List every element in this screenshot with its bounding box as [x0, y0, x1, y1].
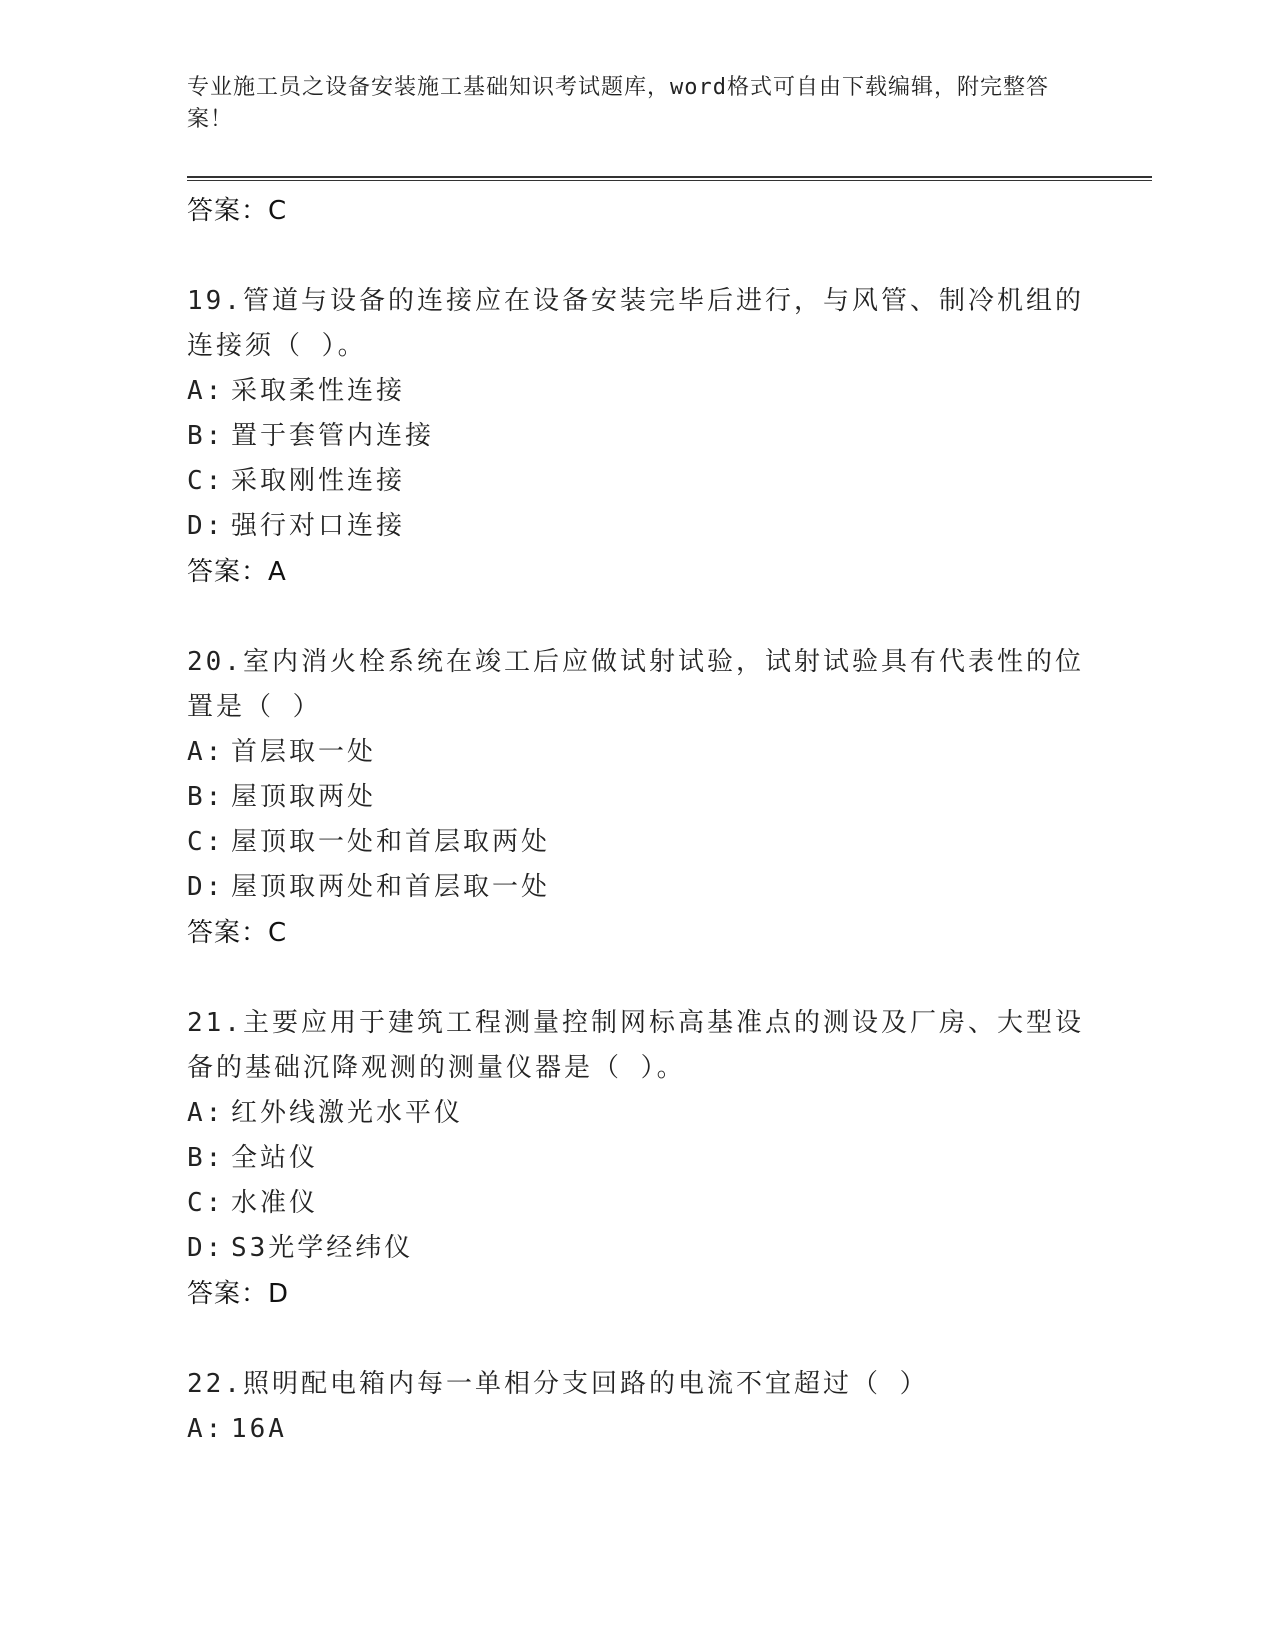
option-c — [187, 1181, 1087, 1226]
question-stem: 19.管道与设备的连接应在设备安装完毕后进行，与风管、制冷机组的连接须（ ）。 — [187, 286, 1084, 361]
option-a — [187, 369, 1087, 414]
option-text: 采取柔性连接 — [231, 376, 406, 406]
option-letter: A: — [187, 737, 225, 767]
option-a — [187, 730, 1087, 775]
option-letter: C: — [187, 1188, 225, 1218]
question-list — [187, 188, 1087, 1452]
option-letter: D: — [187, 872, 225, 902]
option-letter: C: — [187, 466, 225, 496]
answer: 答案：D — [187, 1279, 290, 1309]
option-c — [187, 459, 1087, 504]
option-b — [187, 775, 1087, 820]
option-text: 16A — [231, 1414, 287, 1444]
option-letter: B: — [187, 1143, 225, 1173]
option-letter: A: — [187, 1098, 225, 1128]
option-d — [187, 504, 1087, 549]
document-header: 专业施工员之设备安装施工基础知识考试题库，word格式可自由下载编辑，附完整答案！ — [187, 75, 1049, 132]
option-text: 置于套管内连接 — [231, 421, 435, 451]
option-a — [187, 1091, 1087, 1136]
option-d — [187, 1226, 1087, 1271]
option-text: 首层取一处 — [231, 737, 377, 767]
question-stem: 20.室内消火栓系统在竣工后应做试射试验，试射试验具有代表性的位置是（ ） — [187, 647, 1084, 722]
option-text: 强行对口连接 — [231, 511, 406, 541]
question-stem: 22.照明配电箱内每一单相分支回路的电流不宜超过（ ） — [187, 1369, 929, 1399]
option-text: 屋顶取两处 — [231, 782, 377, 812]
question-stem: 21.主要应用于建筑工程测量控制网标高基准点的测设及厂房、大型设备的基础沉降观测的测量仪器是（ ）。 — [187, 1008, 1084, 1083]
option-letter: B: — [187, 782, 225, 812]
option-c — [187, 820, 1087, 865]
option-text: 水准仪 — [231, 1188, 319, 1218]
option-letter: C: — [187, 827, 225, 857]
question-20 — [187, 640, 1087, 956]
option-b — [187, 414, 1087, 459]
option-text: S3光学经纬仪 — [231, 1233, 414, 1263]
option-letter: D: — [187, 511, 225, 541]
option-a — [187, 1407, 1087, 1452]
header-divider — [187, 176, 1152, 181]
option-letter: D: — [187, 1233, 225, 1263]
answer: 答案：C — [187, 918, 288, 948]
option-b — [187, 1136, 1087, 1181]
option-text: 屋顶取两处和首层取一处 — [231, 872, 551, 902]
option-text: 红外线激光水平仪 — [231, 1098, 464, 1128]
option-letter: A: — [187, 1414, 225, 1444]
answer: 答案：A — [187, 557, 287, 587]
question-19 — [187, 279, 1087, 595]
previous-answer: 答案：C — [187, 196, 288, 226]
option-text: 屋顶取一处和首层取两处 — [231, 827, 551, 857]
option-d — [187, 865, 1087, 910]
question-21 — [187, 1001, 1087, 1317]
option-letter: B: — [187, 421, 225, 451]
question-22 — [187, 1362, 1087, 1452]
option-letter: A: — [187, 376, 225, 406]
option-text: 全站仪 — [231, 1143, 319, 1173]
option-text: 采取刚性连接 — [231, 466, 406, 496]
